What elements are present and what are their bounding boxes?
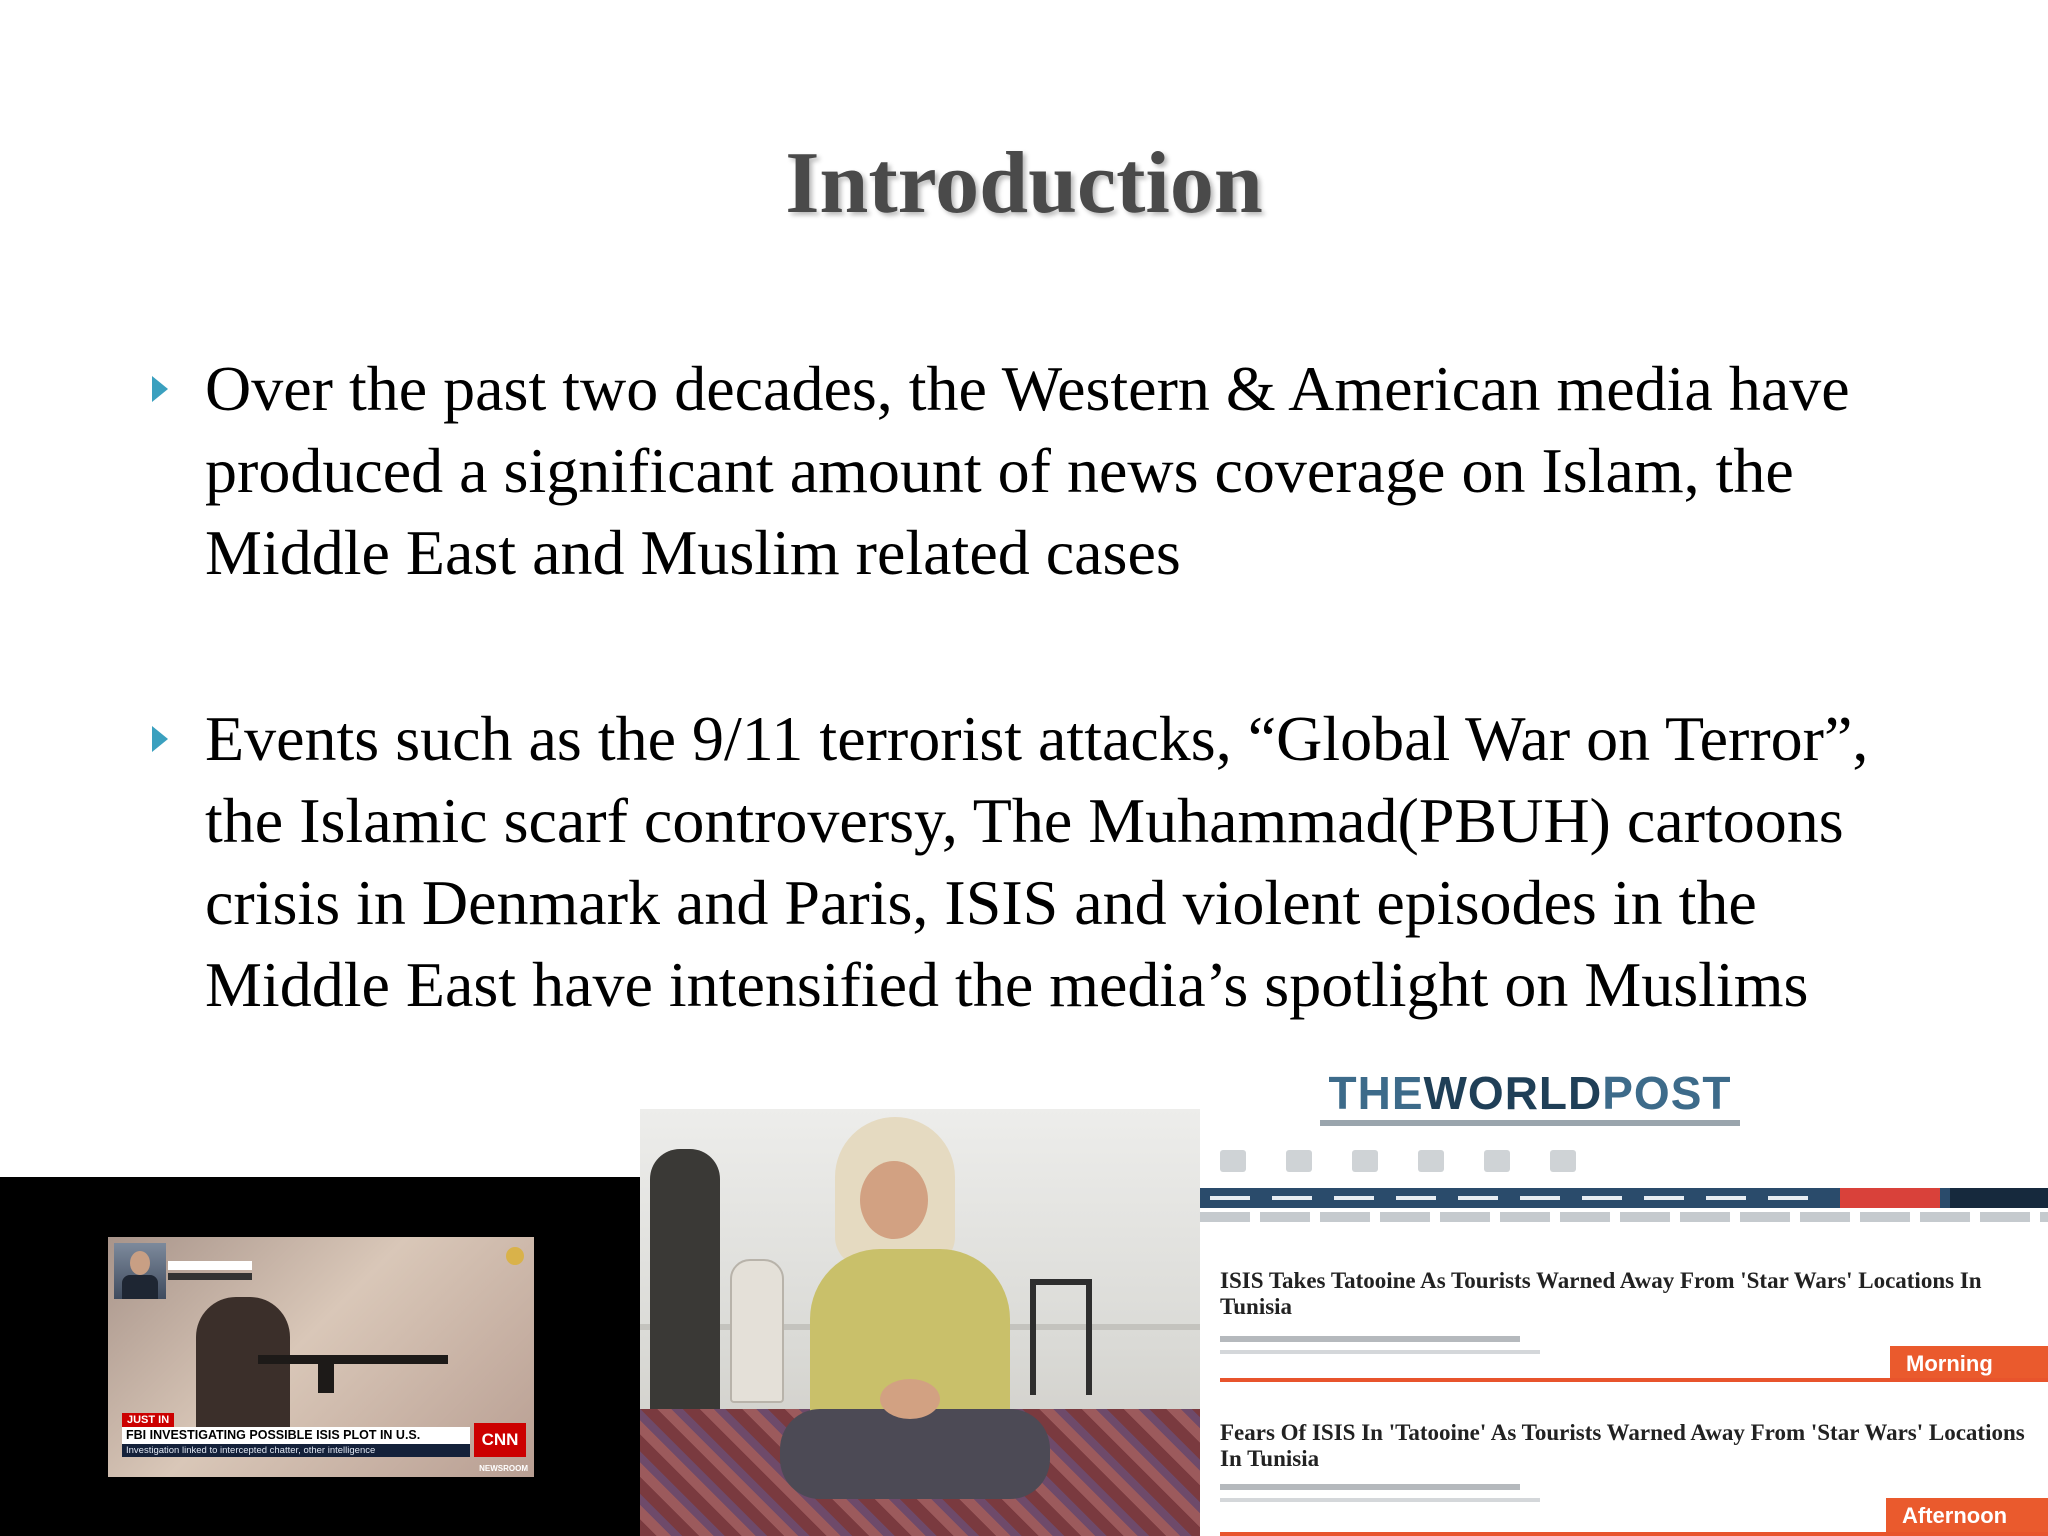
- time-tag: Morning: [1890, 1346, 2048, 1382]
- bullet-list: [148, 348, 1948, 1026]
- show-name: NEWSROOM: [479, 1464, 528, 1473]
- social-icon: [1220, 1150, 1246, 1172]
- article-divider: [1220, 1532, 2048, 1536]
- social-icon: [1550, 1150, 1576, 1172]
- just-in-badge: JUST IN: [122, 1413, 174, 1427]
- social-buttons-row: [1220, 1150, 1780, 1176]
- slide-title: Introduction: [785, 135, 1263, 232]
- worldpost-subnav: [1200, 1212, 2048, 1222]
- social-icon: [1484, 1150, 1510, 1172]
- bullet-text: Over the past two decades, the Western & American media have produced a significant amount of news coverage on Islam, the Middle East and Muslim related cases: [205, 353, 1850, 588]
- worldpost-screenshot: [1200, 1020, 2048, 1536]
- article-headline: Fears Of ISIS In 'Tatooine' As Tourists Warned Away From 'Star Wars' Locations In Tunisia: [1220, 1420, 2025, 1471]
- cnn-broadcast-frame: [108, 1237, 534, 1477]
- bullet-item: [148, 698, 1948, 1026]
- social-icon: [1286, 1150, 1312, 1172]
- reporter-name-bar: [168, 1261, 252, 1270]
- emblem-icon: [506, 1247, 524, 1265]
- cnn-logo: CNN: [474, 1423, 526, 1457]
- article-divider: [1220, 1378, 2048, 1382]
- social-icon: [1418, 1150, 1444, 1172]
- triangle-bullet-icon: [152, 726, 168, 752]
- background-woman-figure: [650, 1149, 720, 1429]
- article-meta: [1220, 1498, 1540, 1502]
- bullet-item: [148, 348, 1948, 594]
- girl-kneeling-legs: [780, 1409, 1050, 1499]
- cnn-headline-bar: FBI INVESTIGATING POSSIBLE ISIS PLOT IN U.S.: [122, 1427, 470, 1444]
- cnn-subline-bar: Investigation linked to intercepted chatter, other intelligence: [122, 1444, 470, 1457]
- reporter-inset: [114, 1243, 166, 1299]
- social-icon: [1352, 1150, 1378, 1172]
- article-byline: [1220, 1336, 1520, 1342]
- worldpost-logo: THEWORLDPOST: [1328, 1067, 1732, 1119]
- girl-face: [860, 1161, 928, 1239]
- article-byline: [1220, 1484, 1520, 1490]
- triangle-bullet-icon: [152, 376, 168, 402]
- bullet-text: Events such as the 9/11 terrorist attacks, “Global War on Terror”, the Islamic scarf controversy, The Muhammad(PBUH) cartoons crisis in Denmark and Paris, ISIS and violent episodes in the Middle East have intensified the media’s spotlight on Muslims: [205, 703, 1869, 1020]
- rifle-shape: [258, 1355, 448, 1364]
- nav-highlight-tab: [1840, 1188, 1940, 1208]
- praying-girl-photo: [640, 1109, 1200, 1536]
- background-woman-figure: [730, 1259, 784, 1403]
- article-headline: ISIS Takes Tatooine As Tourists Warned Away From 'Star Wars' Locations In Tunisia: [1220, 1268, 1982, 1319]
- article-meta: [1220, 1350, 1540, 1354]
- worldpost-tagline: [1320, 1120, 1740, 1126]
- girl-hands: [880, 1379, 940, 1419]
- cnn-news-image: [0, 1177, 640, 1536]
- nav-all-sections-tab: [1950, 1188, 2048, 1208]
- time-tag: Afternoon: [1886, 1498, 2048, 1536]
- reporter-title-bar: [168, 1273, 252, 1280]
- chair-shape: [1030, 1279, 1092, 1395]
- rifle-grip-shape: [318, 1363, 334, 1393]
